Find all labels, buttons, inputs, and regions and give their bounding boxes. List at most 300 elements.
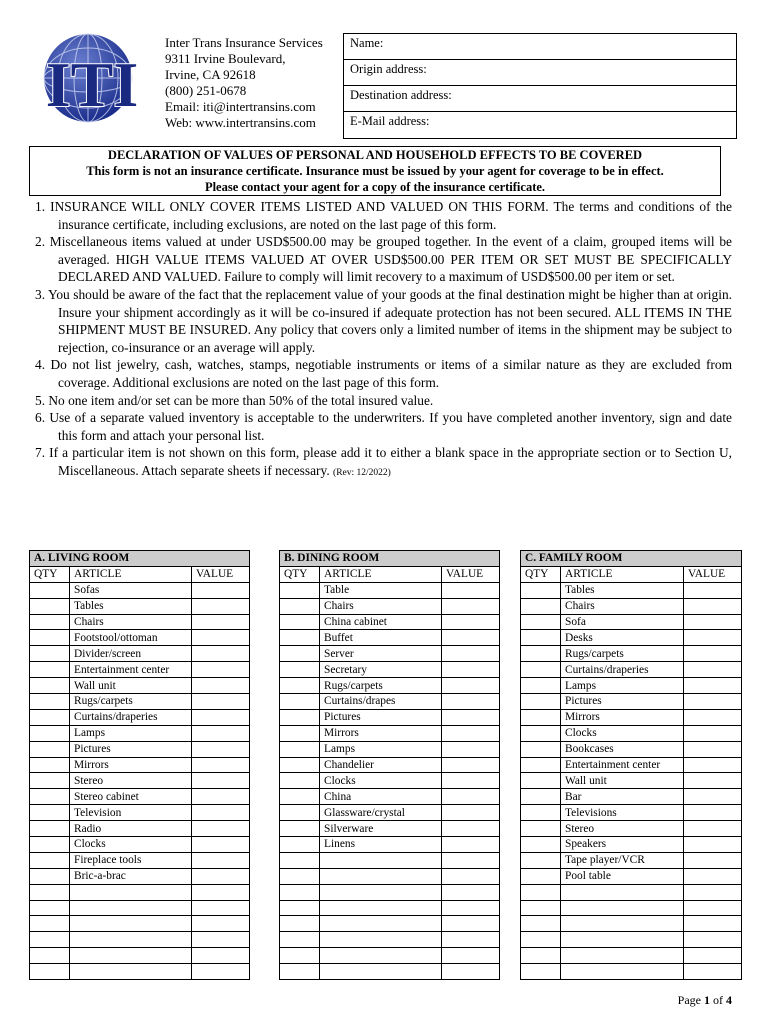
value-cell[interactable] (442, 805, 500, 821)
value-cell[interactable] (684, 852, 742, 868)
article-cell: Silverware (320, 821, 442, 837)
table-row (30, 964, 250, 980)
qty-cell[interactable] (280, 900, 320, 916)
qty-cell[interactable] (521, 964, 561, 980)
article-cell: Radio (70, 821, 192, 837)
value-cell[interactable] (192, 948, 250, 964)
qty-cell[interactable] (280, 630, 320, 646)
value-cell[interactable] (684, 741, 742, 757)
value-cell[interactable] (192, 789, 250, 805)
article-header: ARTICLE (561, 566, 684, 582)
qty-cell[interactable] (30, 582, 70, 598)
table-row (280, 805, 500, 821)
article-cell[interactable] (320, 964, 442, 980)
iti-logo (36, 28, 146, 124)
value-cell[interactable] (192, 662, 250, 678)
value-cell[interactable] (192, 932, 250, 948)
value-cell[interactable] (684, 694, 742, 710)
instructions (35, 198, 732, 483)
table-row (521, 757, 742, 773)
qty-cell[interactable] (521, 852, 561, 868)
value-cell[interactable] (442, 678, 500, 694)
qty-cell[interactable] (280, 614, 320, 630)
value-cell[interactable] (684, 757, 742, 773)
table-row (30, 646, 250, 662)
article-cell: Buffet (320, 630, 442, 646)
qty-cell[interactable] (30, 614, 70, 630)
table-row (521, 709, 742, 725)
value-cell[interactable] (442, 646, 500, 662)
value-header: VALUE (442, 566, 500, 582)
qty-cell[interactable] (521, 598, 561, 614)
value-cell[interactable] (442, 964, 500, 980)
table-row (521, 821, 742, 837)
article-cell: Mirrors (320, 725, 442, 741)
section-c-table (520, 550, 742, 980)
column-header-row (521, 566, 742, 582)
table-row (30, 884, 250, 900)
value-cell[interactable] (192, 694, 250, 710)
qty-cell[interactable] (280, 884, 320, 900)
article-cell: Rugs/carpets (70, 694, 192, 710)
article-cell: Rugs/carpets (561, 646, 684, 662)
note-4: 4. Do not list jewelry, cash, watches, stamps, negotiable instruments or items of a similar nature as they are excluded from coverage. Additional exclusions are noted on the last page of this form. (35, 357, 732, 390)
qty-header: QTY (521, 566, 561, 582)
declaration-line2: This form is not an insurance certificate. Insurance must be issued by your agent for coverage to be in effect. (86, 164, 664, 178)
article-cell: Pictures (320, 709, 442, 725)
article-cell: Tables (70, 598, 192, 614)
article-cell: Glassware/crystal (320, 805, 442, 821)
article-cell: Rugs/carpets (320, 678, 442, 694)
table-row (280, 630, 500, 646)
table-row (521, 884, 742, 900)
qty-cell[interactable] (521, 932, 561, 948)
value-cell[interactable] (442, 821, 500, 837)
qty-cell[interactable] (30, 741, 70, 757)
article-cell[interactable] (320, 868, 442, 884)
section-header-row (30, 551, 250, 567)
value-cell[interactable] (684, 614, 742, 630)
value-cell[interactable] (684, 678, 742, 694)
qty-cell[interactable] (30, 852, 70, 868)
qty-cell[interactable] (521, 582, 561, 598)
email-address-field[interactable]: E-Mail address: (350, 114, 430, 128)
article-cell[interactable] (320, 884, 442, 900)
qty-cell[interactable] (521, 662, 561, 678)
table-row (521, 789, 742, 805)
qty-cell[interactable] (30, 868, 70, 884)
value-cell[interactable] (684, 725, 742, 741)
table-row (30, 614, 250, 630)
value-cell[interactable] (192, 900, 250, 916)
table-row (521, 725, 742, 741)
qty-header: QTY (280, 566, 320, 582)
qty-cell[interactable] (30, 837, 70, 853)
value-cell[interactable] (192, 757, 250, 773)
value-cell[interactable] (684, 932, 742, 948)
qty-cell[interactable] (521, 821, 561, 837)
article-cell: Lamps (70, 725, 192, 741)
qty-cell[interactable] (521, 630, 561, 646)
table-row (280, 868, 500, 884)
page-of: of (710, 993, 726, 1007)
value-cell[interactable] (684, 646, 742, 662)
article-cell: Television (70, 805, 192, 821)
declaration-line3: Please contact your agent for a copy of the insurance certificate. (204, 180, 546, 194)
article-cell[interactable] (70, 948, 192, 964)
qty-cell[interactable] (280, 709, 320, 725)
value-cell[interactable] (192, 837, 250, 853)
table-row (280, 916, 500, 932)
article-cell[interactable] (320, 900, 442, 916)
table-row (280, 964, 500, 980)
value-cell[interactable] (442, 630, 500, 646)
company-web: Web: www.intertransins.com (165, 115, 316, 130)
article-cell[interactable] (70, 900, 192, 916)
table-row (280, 582, 500, 598)
value-cell[interactable] (684, 916, 742, 932)
table-row (521, 900, 742, 916)
section-title: B. DINING ROOM (280, 551, 500, 567)
qty-cell[interactable] (30, 964, 70, 980)
value-cell[interactable] (192, 598, 250, 614)
qty-cell[interactable] (280, 725, 320, 741)
article-cell: Chairs (561, 598, 684, 614)
qty-cell[interactable] (30, 598, 70, 614)
qty-cell[interactable] (280, 837, 320, 853)
qty-header: QTY (30, 566, 70, 582)
qty-cell[interactable] (521, 916, 561, 932)
value-cell[interactable] (192, 805, 250, 821)
value-header: VALUE (684, 566, 742, 582)
table-row (280, 646, 500, 662)
value-cell[interactable] (442, 948, 500, 964)
logo-text: ITI (45, 49, 139, 120)
qty-cell[interactable] (280, 741, 320, 757)
value-cell[interactable] (684, 900, 742, 916)
table-row (521, 630, 742, 646)
qty-cell[interactable] (521, 900, 561, 916)
table-row (521, 741, 742, 757)
value-cell[interactable] (192, 678, 250, 694)
value-cell[interactable] (684, 837, 742, 853)
article-cell: China (320, 789, 442, 805)
table-row (30, 725, 250, 741)
value-cell[interactable] (684, 868, 742, 884)
table-row (30, 678, 250, 694)
qty-cell[interactable] (521, 725, 561, 741)
value-cell[interactable] (442, 916, 500, 932)
article-header: ARTICLE (70, 566, 192, 582)
article-cell: Chairs (70, 614, 192, 630)
article-cell: Secretary (320, 662, 442, 678)
page-number (678, 993, 732, 1008)
table-row (280, 614, 500, 630)
value-cell[interactable] (684, 821, 742, 837)
qty-cell[interactable] (521, 789, 561, 805)
article-cell: China cabinet (320, 614, 442, 630)
qty-cell[interactable] (30, 932, 70, 948)
qty-cell[interactable] (280, 678, 320, 694)
article-cell[interactable] (70, 884, 192, 900)
value-cell[interactable] (442, 773, 500, 789)
table-row (30, 837, 250, 853)
article-cell[interactable] (320, 948, 442, 964)
value-cell[interactable] (442, 662, 500, 678)
qty-cell[interactable] (521, 646, 561, 662)
article-cell[interactable] (320, 932, 442, 948)
qty-cell[interactable] (30, 662, 70, 678)
qty-cell[interactable] (521, 678, 561, 694)
value-cell[interactable] (684, 948, 742, 964)
qty-cell[interactable] (280, 757, 320, 773)
value-cell[interactable] (684, 582, 742, 598)
qty-cell[interactable] (280, 598, 320, 614)
value-cell[interactable] (442, 757, 500, 773)
value-cell[interactable] (192, 884, 250, 900)
table-row (521, 646, 742, 662)
qty-cell[interactable] (30, 678, 70, 694)
table-row (30, 868, 250, 884)
note-5: 5. No one item and/or set can be more than 50% of the total insured value. (35, 392, 434, 408)
section-title: A. LIVING ROOM (30, 551, 250, 567)
qty-cell[interactable] (280, 805, 320, 821)
value-cell[interactable] (684, 884, 742, 900)
article-cell[interactable] (320, 916, 442, 932)
origin-address-field[interactable]: Origin address: (344, 60, 736, 86)
note-6: 6. Use of a separate valued inventory is acceptable to the underwriters. If you have completed another inventory, sign and date this form and attach your personal list. (35, 410, 732, 443)
value-cell[interactable] (442, 900, 500, 916)
table-row (521, 948, 742, 964)
article-cell: Chandelier (320, 757, 442, 773)
value-cell[interactable] (192, 741, 250, 757)
qty-cell[interactable] (521, 694, 561, 710)
table-row (521, 662, 742, 678)
table-row (280, 852, 500, 868)
qty-cell[interactable] (280, 932, 320, 948)
article-cell: Pictures (70, 741, 192, 757)
table-row (521, 852, 742, 868)
table-row (521, 868, 742, 884)
value-cell[interactable] (442, 741, 500, 757)
value-cell[interactable] (684, 662, 742, 678)
value-cell[interactable] (684, 709, 742, 725)
note-3: 3. You should be aware of the fact that the replacement value of your goods at the final destination might be higher than at origin. Insure your shipment accordingly as it will be co-insured if adequate protection has not been secured. ALL ITEMS IN THE SHIPMENT MUST BE INSURED. Any policy that covers only a limited number of items in the shipment may be subject to rejection, co-insurance or an average will apply. (35, 286, 732, 355)
article-cell: Bric-a-brac (70, 868, 192, 884)
destination-address-field[interactable]: Destination address: (344, 86, 736, 112)
article-cell: Clocks (70, 837, 192, 853)
table-row (521, 694, 742, 710)
qty-cell[interactable] (521, 884, 561, 900)
article-cell: Curtains/drapes (320, 694, 442, 710)
value-cell[interactable] (192, 709, 250, 725)
article-cell: Stereo cabinet (70, 789, 192, 805)
qty-cell[interactable] (280, 694, 320, 710)
value-cell[interactable] (192, 582, 250, 598)
note-1: 1. INSURANCE WILL ONLY COVER ITEMS LISTED AND VALUED ON THIS FORM. The terms and conditions of the insurance certificate, including exclusions, are noted on the last page of this form. (35, 199, 732, 232)
qty-cell[interactable] (521, 741, 561, 757)
article-cell: Clocks (320, 773, 442, 789)
qty-cell[interactable] (30, 709, 70, 725)
table-row (30, 662, 250, 678)
qty-cell[interactable] (280, 662, 320, 678)
table-row (521, 773, 742, 789)
table-row (521, 582, 742, 598)
value-cell[interactable] (192, 646, 250, 662)
article-cell[interactable] (561, 932, 684, 948)
article-cell: Stereo (70, 773, 192, 789)
value-header: VALUE (192, 566, 250, 582)
qty-cell[interactable] (280, 964, 320, 980)
value-cell[interactable] (192, 868, 250, 884)
article-cell: Linens (320, 837, 442, 853)
name-field[interactable]: Name: (344, 34, 736, 60)
value-cell[interactable] (684, 789, 742, 805)
value-cell[interactable] (192, 614, 250, 630)
value-cell[interactable] (192, 821, 250, 837)
article-cell: Bar (561, 789, 684, 805)
table-row (30, 900, 250, 916)
table-row (30, 789, 250, 805)
value-cell[interactable] (684, 630, 742, 646)
article-cell: Wall unit (561, 773, 684, 789)
table-row (280, 789, 500, 805)
article-cell: Fireplace tools (70, 852, 192, 868)
qty-cell[interactable] (30, 805, 70, 821)
value-cell[interactable] (442, 789, 500, 805)
qty-cell[interactable] (280, 789, 320, 805)
table-row (30, 598, 250, 614)
declaration-title: DECLARATION OF VALUES OF PERSONAL AND HOUSEHOLD EFFECTS TO BE COVERED (107, 148, 643, 162)
table-row (521, 678, 742, 694)
qty-cell[interactable] (30, 773, 70, 789)
article-cell: Table (320, 582, 442, 598)
qty-cell[interactable] (280, 646, 320, 662)
value-cell[interactable] (684, 805, 742, 821)
qty-cell[interactable] (521, 757, 561, 773)
value-cell[interactable] (442, 868, 500, 884)
value-cell[interactable] (684, 964, 742, 980)
table-row (280, 725, 500, 741)
qty-cell[interactable] (30, 694, 70, 710)
note-7-text: 7. If a particular item is not shown on this form, please add it to either a blank space in the appropriate section or to Section U, Miscellaneous. Attach separate sheets if necessary. (35, 445, 732, 478)
qty-cell[interactable] (521, 773, 561, 789)
value-cell[interactable] (442, 709, 500, 725)
value-cell[interactable] (442, 852, 500, 868)
table-row (521, 964, 742, 980)
value-cell[interactable] (442, 837, 500, 853)
article-cell: Mirrors (70, 757, 192, 773)
table-row (280, 821, 500, 837)
table-row (521, 614, 742, 630)
note-2: 2. Miscellaneous items valued at under USD$500.00 may be grouped together. In the event of a claim, grouped items will be averaged. HIGH VALUE ITEMS VALUED AT OVER USD$500.00 PER ITEM OR SET MUST BE SPECIFICALLY DECLARED AND VALUED. Failure to comply will limit recovery to a maximum of USD$500.00 per item or set. (35, 234, 732, 285)
table-row (280, 948, 500, 964)
value-cell[interactable] (442, 725, 500, 741)
page-total: 4 (726, 993, 732, 1007)
qty-cell[interactable] (280, 582, 320, 598)
value-cell[interactable] (442, 614, 500, 630)
table-row (30, 741, 250, 757)
qty-cell[interactable] (521, 709, 561, 725)
rev-note: (Rev: 12/2022) (333, 467, 391, 478)
table-row (521, 837, 742, 853)
table-row (30, 948, 250, 964)
article-cell[interactable] (561, 916, 684, 932)
article-cell[interactable] (70, 964, 192, 980)
value-cell[interactable] (442, 884, 500, 900)
qty-cell[interactable] (30, 630, 70, 646)
article-cell[interactable] (70, 916, 192, 932)
qty-cell[interactable] (30, 900, 70, 916)
article-cell: Tape player/VCR (561, 852, 684, 868)
qty-cell[interactable] (521, 837, 561, 853)
value-cell[interactable] (192, 964, 250, 980)
table-row (30, 821, 250, 837)
qty-cell[interactable] (521, 614, 561, 630)
article-cell: Divider/screen (70, 646, 192, 662)
page-current: 1 (704, 993, 710, 1007)
qty-cell[interactable] (280, 773, 320, 789)
qty-cell[interactable] (280, 916, 320, 932)
value-cell[interactable] (192, 773, 250, 789)
qty-cell[interactable] (521, 805, 561, 821)
qty-cell[interactable] (30, 948, 70, 964)
qty-cell[interactable] (280, 852, 320, 868)
qty-cell[interactable] (30, 789, 70, 805)
qty-cell[interactable] (280, 821, 320, 837)
qty-cell[interactable] (521, 948, 561, 964)
qty-cell[interactable] (30, 646, 70, 662)
value-cell[interactable] (684, 598, 742, 614)
table-row (280, 662, 500, 678)
table-row (280, 757, 500, 773)
article-cell: Lamps (320, 741, 442, 757)
article-cell[interactable] (561, 884, 684, 900)
article-cell: Footstool/ottoman (70, 630, 192, 646)
table-row (30, 757, 250, 773)
section-header-row (280, 551, 500, 567)
contact-box (343, 33, 737, 139)
qty-cell[interactable] (280, 948, 320, 964)
value-cell[interactable] (192, 852, 250, 868)
article-cell[interactable] (561, 900, 684, 916)
article-cell[interactable] (561, 964, 684, 980)
qty-cell[interactable] (30, 916, 70, 932)
article-cell[interactable] (70, 932, 192, 948)
qty-cell[interactable] (521, 868, 561, 884)
qty-cell[interactable] (30, 884, 70, 900)
value-cell[interactable] (442, 932, 500, 948)
value-cell[interactable] (442, 598, 500, 614)
note-7 (35, 444, 732, 482)
value-cell[interactable] (192, 630, 250, 646)
qty-cell[interactable] (30, 821, 70, 837)
value-cell[interactable] (442, 694, 500, 710)
qty-cell[interactable] (30, 725, 70, 741)
value-cell[interactable] (442, 582, 500, 598)
table-row (280, 837, 500, 853)
value-cell[interactable] (192, 725, 250, 741)
value-cell[interactable] (192, 916, 250, 932)
table-row (521, 916, 742, 932)
article-cell[interactable] (320, 852, 442, 868)
qty-cell[interactable] (280, 868, 320, 884)
qty-cell[interactable] (30, 757, 70, 773)
article-cell[interactable] (561, 948, 684, 964)
article-cell: Chairs (320, 598, 442, 614)
article-cell: Curtains/draperies (561, 662, 684, 678)
value-cell[interactable] (684, 773, 742, 789)
